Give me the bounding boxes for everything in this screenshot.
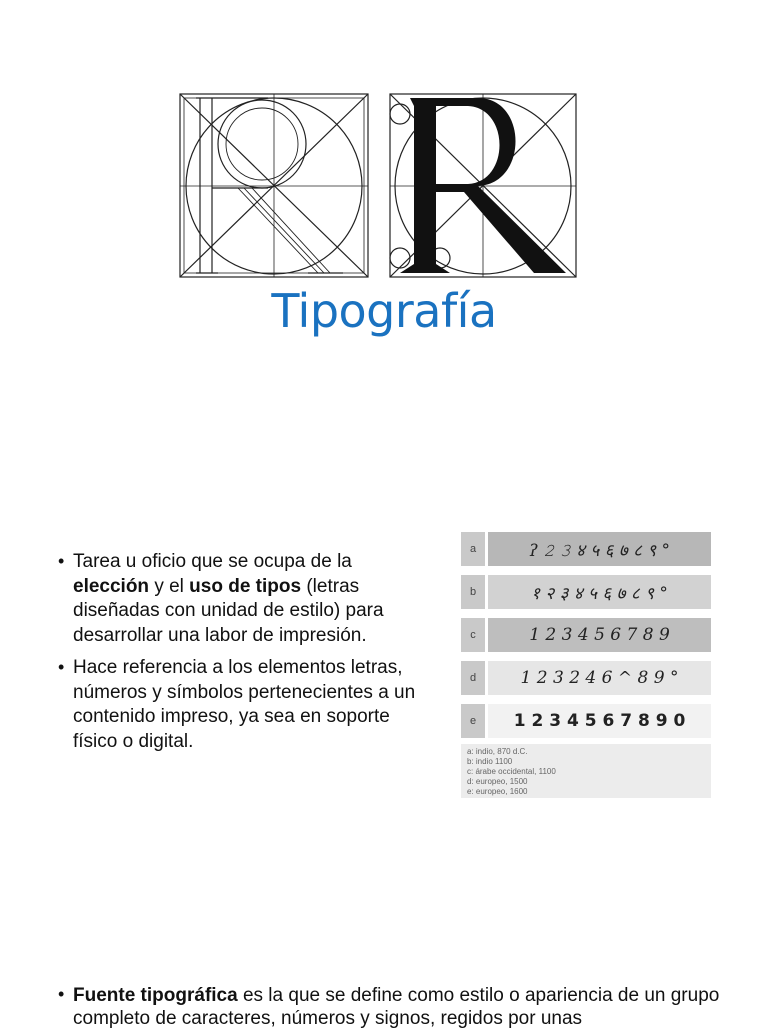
row-glyphs: 1 2 3 4 5 6 7 8 9 0: [488, 704, 711, 738]
legend-item: a: indio, 870 d.C.: [467, 747, 528, 756]
bullet-bold-eleccion: elección: [73, 575, 150, 597]
row-glyphs: 1 2 3 4 5 6 7 8 9: [488, 618, 711, 652]
row-key: b: [461, 575, 485, 609]
bullet-reference: [58, 656, 430, 754]
page-title: Tipografía: [271, 284, 497, 338]
definition-list: [58, 550, 430, 762]
bullet-text: es la que se define como estilo o apariencia de un grupo completo de caracteres, números y signos, regidos por unas: [73, 985, 720, 1029]
numeral-row: [461, 618, 711, 652]
legend-item: d: europeo, 1500: [467, 777, 528, 786]
numeral-evolution-table: [461, 532, 711, 798]
row-glyphs: १ २ ३ ४ ५ ६ ७ ८ ९ °: [488, 575, 711, 609]
row-glyphs: 1 2 3 2 4 6 ^ 8 9 °: [488, 661, 711, 695]
bullet-text-mid: y el: [149, 575, 190, 597]
letter-r-construction-icon: [178, 92, 578, 282]
bullet-fuente: [58, 984, 748, 1030]
row-key: d: [461, 661, 485, 695]
numeral-legend: [461, 744, 711, 798]
numeral-row: [461, 532, 711, 566]
font-definition: [58, 984, 748, 1030]
bullet-text-post: (letras diseñadas con unidad de estilo) para desarrollar una labor de impresión.: [73, 575, 384, 646]
legend-item: e: europeo, 1600: [467, 787, 528, 796]
numeral-row: [461, 661, 711, 695]
numeral-row: [461, 575, 711, 609]
bullet-text: Hace referencia a los elementos letras, números y símbolos pertenecientes a un contenido impreso, ya sea en soporte físico o digital.: [73, 657, 416, 752]
bullet-definition: [58, 550, 430, 648]
legend-item: b: indio 1100: [467, 757, 513, 766]
bullet-text-pre: Tarea u oficio que se ocupa de la: [73, 551, 352, 572]
bullet-bold-fuente: Fuente tipográfica: [73, 985, 238, 1006]
numeral-row: [461, 704, 711, 738]
row-key: a: [461, 532, 485, 566]
letter-r-construction-diagram: [178, 92, 578, 282]
legend-item: c: árabe occidental, 1100: [467, 767, 556, 776]
row-glyphs: ʔ 𝟸 𝟹 ४ ५ ६ ७ ८ ९ °: [488, 532, 711, 566]
row-key: c: [461, 618, 485, 652]
bullet-bold-uso-de-tipos: uso de tipos: [189, 575, 302, 597]
row-key: e: [461, 704, 485, 738]
